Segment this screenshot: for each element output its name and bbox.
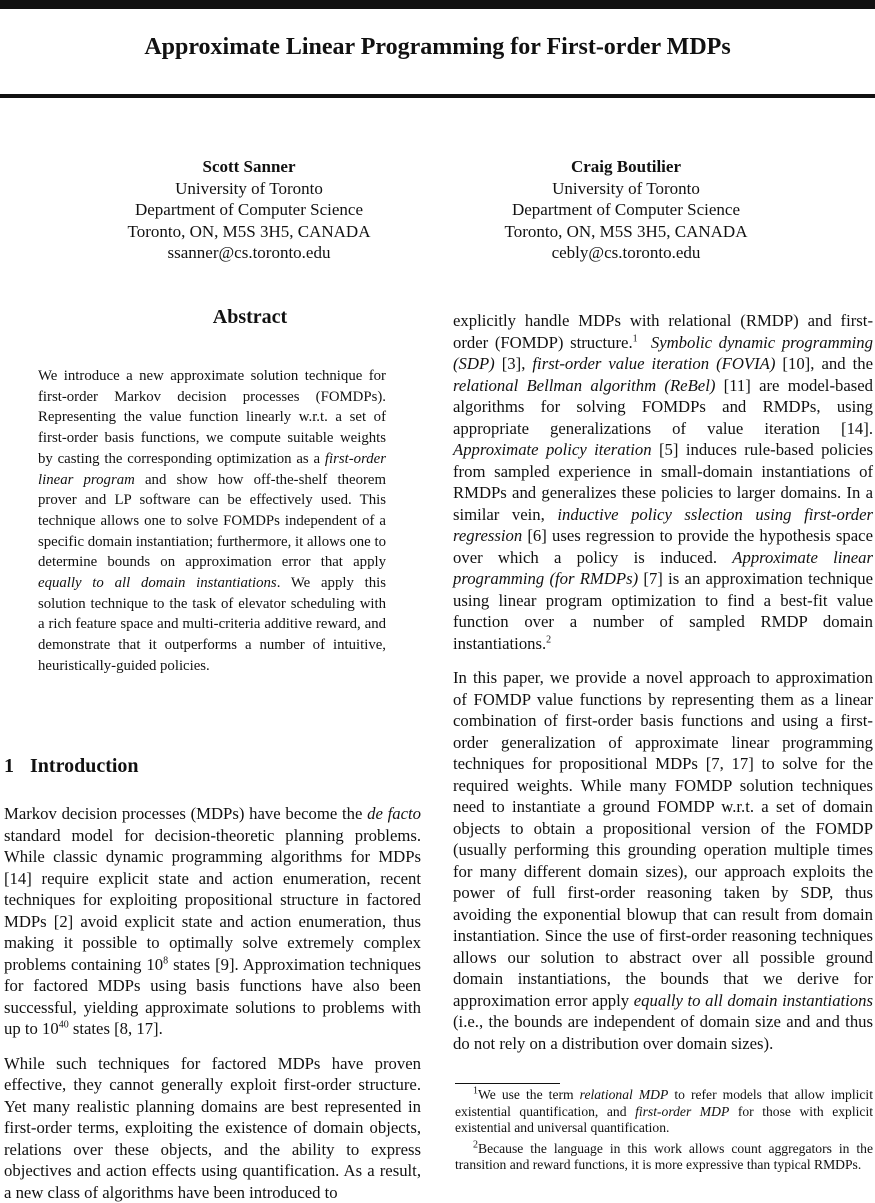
intro-paragraph-4: In this paper, we provide a novel approach to approximation of FOMDP value functions by representing them as a linear combination of first-order basis functions and using a first-order generalization of approximate linear programming techniques for propositional MDPs [7, 17] to solve for the required weights. While many FOMDP solution techniques need to instantiate a ground FOMDP w.r.t. a set of domain objects to obtain a propositional version of the FOMDP (usually performing this grounding operation multiple times for many different domain sizes), our approach exploits the power of full first-order reasoning taken by SDP, thus avoiding the exponential blowup that can result from domain instantiation. Since the use of first-order reasoning techniques allows our solution to abstract over all possible ground domain instantiations, the bounds that we derive for approximation error apply equally to all domain instantiations (i.e., the bounds are independent of domain size and and thus do not rely on a distribution over domain sizes). [453, 667, 873, 1054]
author-block-2 [461, 156, 791, 264]
footnote-2: $^2$Because the language in this work allows count aggregators in the transition and reward functions, it is more expressive than typical RMDPs. [455, 1141, 873, 1174]
footnote-rule [455, 1083, 560, 1084]
section-heading [4, 755, 139, 778]
author-department: Department of Computer Science [84, 199, 414, 221]
footnote-mark: 1 [633, 333, 638, 344]
abstract-body: We introduce a new approximate solution technique for first-order Markov decision processes (FOMDPs). Representing the value function linearly w.r.t. a set of first-order basis functions, we compute suitable weights by casting the corresponding optimization as a first-order linear program and show how off-the-shelf theorem prover and LP software can be effectively used. This technique allows one to solve FOMDPs independent of a specific domain instantiation; furthermore, it allows one to determine bounds on approximation error that apply equally to all domain instantiations. We apply this solution technique to the task of elevator scheduling with a rich feature space and multi-criteria additive reward, and demonstrate that it outperforms a number of intuitive, heuristically-guided policies. [38, 366, 386, 677]
right-column [453, 310, 873, 1054]
author-name: Scott Sanner [84, 156, 414, 178]
intro-paragraph-2: While such techniques for factored MDPs have proven effective, they cannot generally exploit first-order structure. Yet many realistic planning domains are best represented in first-order terms, exploiting the existence of domain objects, relations over these objects, and the ability to express objectives and action effects using quantification. As a result, a new class of algorithms have been introduced to [4, 1053, 421, 1203]
left-column [4, 803, 421, 1203]
author-address: Toronto, ON, M5S 3H5, CANADA [84, 221, 414, 243]
section-title: Introduction [30, 755, 139, 777]
author-email: ssanner@cs.toronto.edu [84, 242, 414, 264]
intro-paragraph-3: explicitly handle MDPs with relational (RMDP) and first-order (FOMDP) structure.$^1$ Symbolic dynamic programming (SDP) [3], first-order value iteration (FOVIA) [10], and the relational Bellman algorithm (ReBel) [11] are model-based algorithms for solving FOMDPs and RMDPs, using appropriate generalizations of value iteration [14]. Approximate policy iteration [5] induces rule-based policies from sampled experience in small-domain instantiations of RMDPs and generalizes these policies to larger domains. In a similar vein, inductive policy sslection using first-order regression [6] uses regression to provide the hypothesis space over which a policy is induced. Approximate linear programming (for RMDPs) [7] is an approximation technique using linear program optimization to find a best-fit value function over a number of sampled RMDP domain instantiations.$^2$ [453, 310, 873, 654]
author-department: Department of Computer Science [461, 199, 791, 221]
author-email: cebly@cs.toronto.edu [461, 242, 791, 264]
title-bottom-rule [0, 94, 875, 98]
paper-title: Approximate Linear Programming for First-order MDPs [0, 34, 875, 61]
author-address: Toronto, ON, M5S 3H5, CANADA [461, 221, 791, 243]
top-rule [0, 0, 875, 9]
abstract-heading: Abstract [38, 306, 462, 329]
footnote-mark: 2 [546, 634, 551, 645]
author-affiliation: University of Toronto [461, 178, 791, 200]
footnote-1: $^1$We use the term relational MDP to refer models that allow implicit existential quantification, and first-order MDP for those with explicit existential and universal quantification. [455, 1087, 873, 1137]
intro-paragraph-1: Markov decision processes (MDPs) have become the de facto standard model for decision-theoretic planning problems. While classic dynamic programming algorithms for MDPs [14] require explicit state and action enumeration, recent techniques for exploiting propositional structure in factored MDPs [2] avoid explicit state and action enumeration, thus making it possible to optimally solve extremely complex problems containing $10^8$ states [9]. Approximation techniques for factored MDPs using basis functions have also been successful, yielding approximate solutions to problems with up to $10^{40}$ states [8, 17]. [4, 803, 421, 1040]
section-number: 1 [4, 755, 14, 777]
author-block-1 [84, 156, 414, 264]
author-name: Craig Boutilier [461, 156, 791, 178]
footnotes [455, 1087, 873, 1174]
author-affiliation: University of Toronto [84, 178, 414, 200]
